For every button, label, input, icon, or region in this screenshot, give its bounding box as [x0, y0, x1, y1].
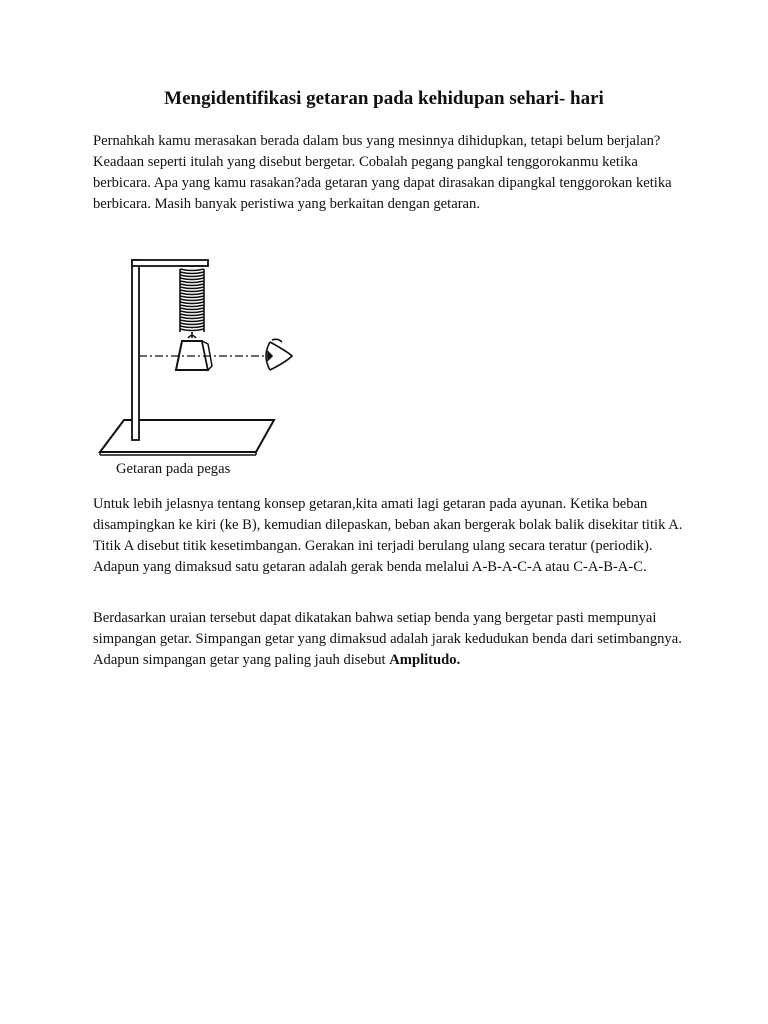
stand-pole	[132, 260, 139, 440]
figure-caption: Getaran pada pegas	[116, 461, 231, 477]
amplitude-term: Amplitudo.	[389, 652, 461, 668]
amplitude-paragraph-text: Berdasarkan uraian tersebut dapat dikatakan bahwa setiap benda yang bergetar pasti mempunyai simpangan getar. Simpangan getar yang dimaksud adalah jarak kedudukan benda dari setimbangnya. Adapun simpangan getar yang paling jauh disebut	[93, 610, 682, 668]
swing-vibration-paragraph: Untuk lebih jelasnya tentang konsep getaran,kita amati lagi getaran pada ayunan. Ketika beban disampingkan ke kiri (ke B), kemudian dilepaskan, beban akan bergerak bolak balik disekitar titik A. Titik A disebut titik kesetimbangan. Gerakan ini terjadi berulang ulang secara teratur (periodik). Adapun yang dimaksud satu getaran adalah gerak benda melalui A-B-A-C-A atau C-A-B-A-C.	[93, 496, 683, 575]
stand-base-plate	[100, 420, 274, 452]
spring-vibration-figure	[96, 252, 306, 457]
intro-paragraph: Pernahkah kamu merasakan berada dalam bus yang mesinnya dihidupkan, tetapi belum berjalan? Keadaan seperti itulah yang disebut bergetar. Cobalah pegang pangkal tenggorokanmu ketika berbicara. Apa yang kamu rasakan?ada getaran yang dapat dirasakan dipangkal tenggorokan ketika berbicara. Masih banyak peristiwa yang berkaitan dengan getaran.	[93, 133, 672, 212]
amplitude-paragraph	[93, 608, 683, 671]
spring-coil	[180, 266, 204, 338]
stand-arm	[132, 260, 208, 266]
spring-stand-illustration	[96, 252, 306, 457]
page-title: Mengidentifikasi getaran pada kehidupan sehari- hari	[164, 88, 604, 109]
eye-icon	[266, 339, 292, 370]
